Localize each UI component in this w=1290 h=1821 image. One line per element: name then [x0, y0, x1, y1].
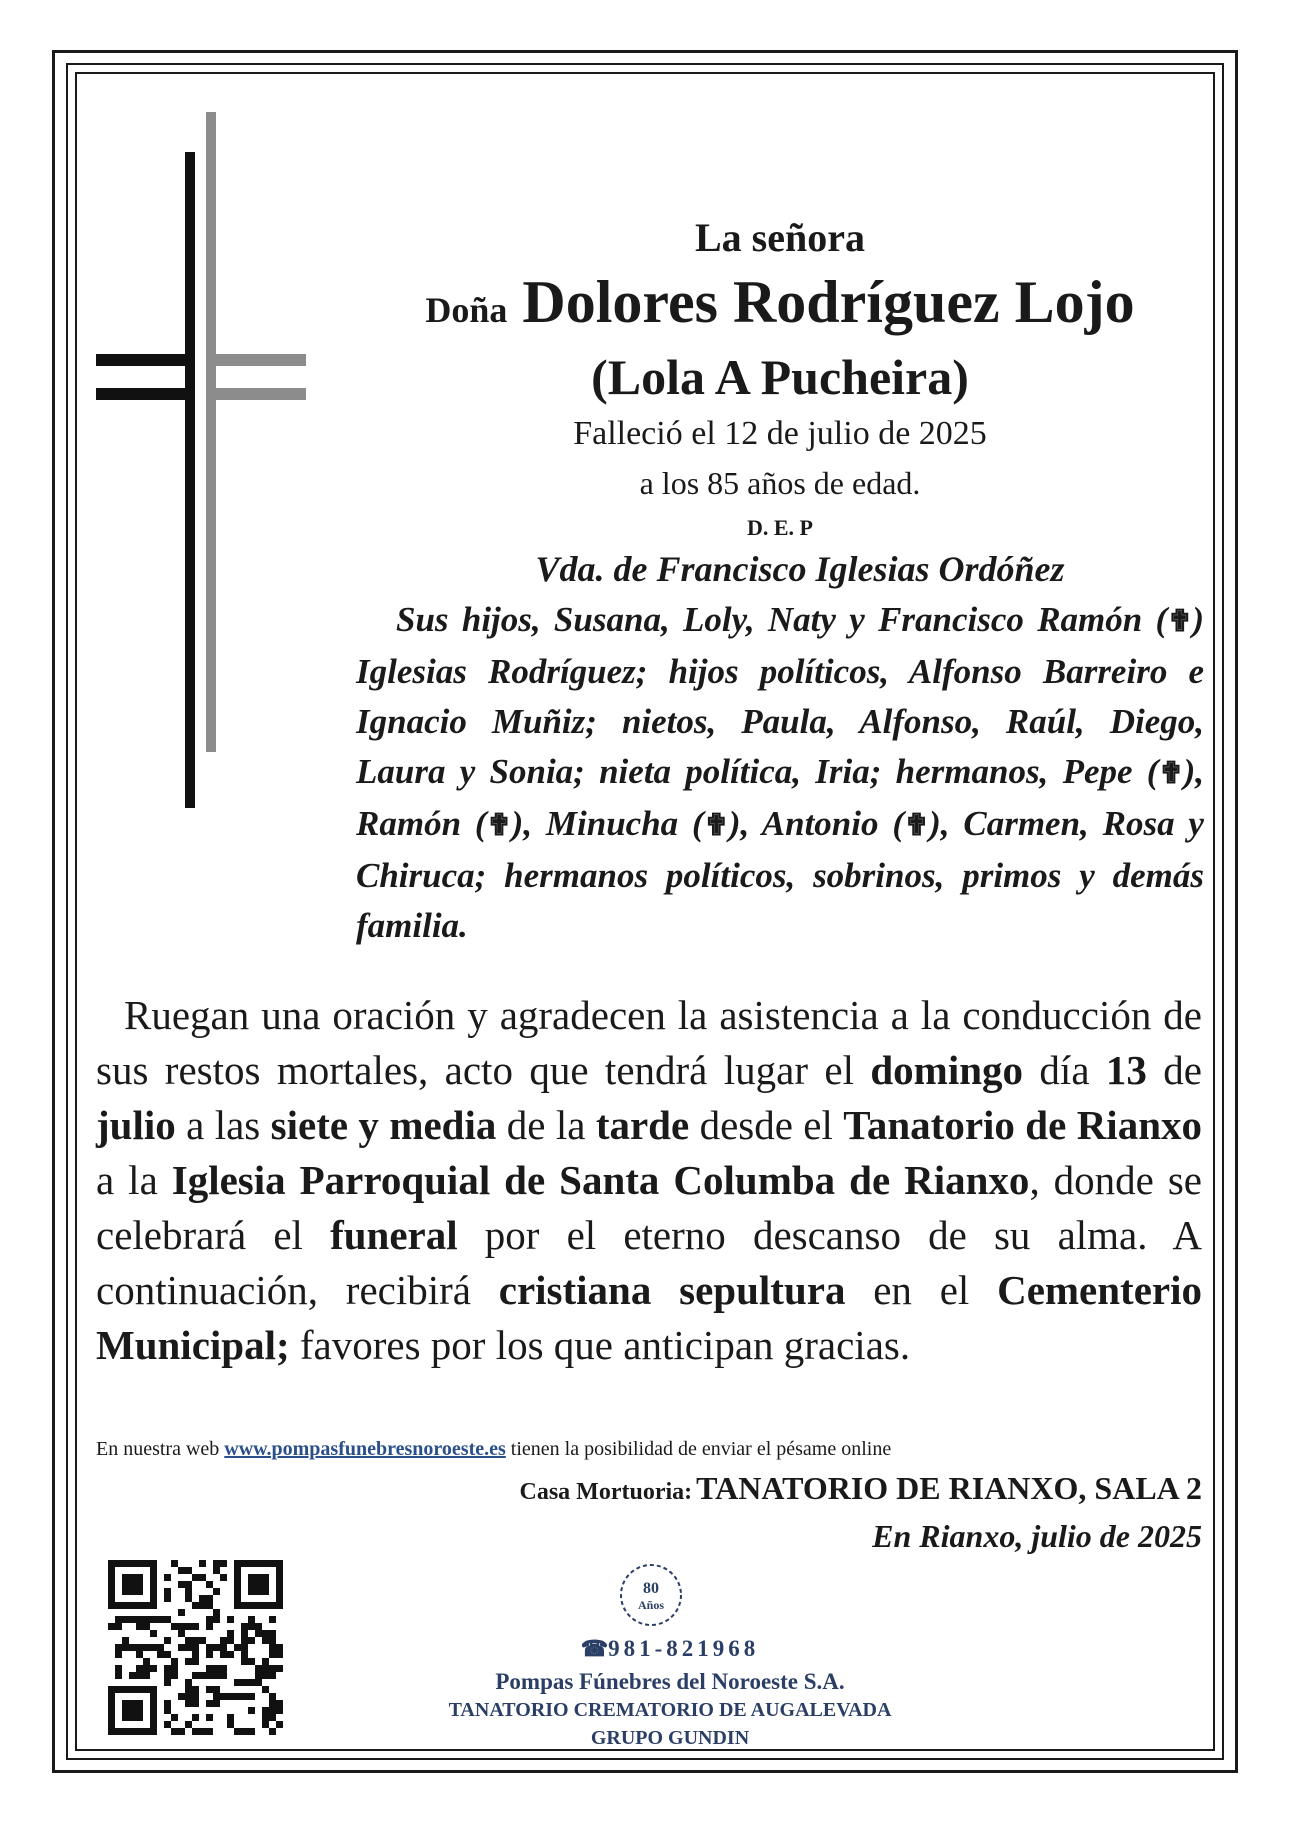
- request-bold: Iglesia Parroquial de Santa Columba de Rianxo: [171, 1157, 1030, 1203]
- badge-word: Años: [637, 1598, 665, 1612]
- group-name: GRUPO GUNDIN: [590, 1727, 750, 1749]
- request-text: día: [1023, 1047, 1106, 1093]
- request-text: desde el: [689, 1102, 844, 1148]
- request-text: por el eterno descanso de su alma. A continuación, recibirá: [96, 1212, 1202, 1313]
- request-paragraph: [96, 988, 1202, 1373]
- request-bold: julio: [96, 1102, 176, 1148]
- request-bold: tarde: [595, 1102, 690, 1148]
- request-text: favores por los que anticipan gracias.: [289, 1322, 911, 1368]
- web-text: tienen la posibilidad de enviar el pésame online: [505, 1438, 892, 1460]
- cross-small-icon: ✟: [703, 809, 729, 842]
- request-bold: cristiana sepultura: [498, 1267, 846, 1313]
- cross-small-icon: ✟: [1167, 605, 1193, 638]
- request-bold: siete y media: [270, 1102, 497, 1148]
- name-main: Dolores Rodríguez Lojo: [522, 269, 1135, 335]
- phone-number[interactable]: 981-821968: [608, 1636, 760, 1661]
- place-date: En Rianxo, julio de 2025: [872, 1518, 1202, 1554]
- crematorium-name: TANATORIO CREMATORIO DE AUGALEVADA: [448, 1699, 892, 1721]
- family-text: ), Carmen, Rosa y Chiruca; hermanos políticos, sobrinos, primos y demás familia.: [356, 804, 1204, 945]
- request-bold: 13: [1105, 1047, 1147, 1093]
- funeral-home-line: [96, 1470, 1202, 1507]
- cross-small-icon: ✟: [1158, 757, 1184, 790]
- family-text: ), Antonio (: [728, 804, 904, 843]
- name-prefix: Doña: [425, 290, 508, 330]
- request-bold: Tanatorio de Rianxo: [843, 1102, 1202, 1148]
- request-bold: funeral: [330, 1212, 458, 1258]
- cross-small-icon: ✟: [486, 809, 512, 842]
- qr-code[interactable]: [108, 1560, 284, 1736]
- web-line: [96, 1438, 891, 1461]
- family-text: ), Minucha (: [511, 804, 704, 843]
- age-text: a los 85 años de edad.: [639, 465, 921, 501]
- phone-icon: ☎: [580, 1636, 609, 1661]
- deceased-alias: (Lola A Pucheira): [591, 349, 969, 405]
- request-bold: Cementerio Municipal;: [96, 1267, 1202, 1368]
- website-link[interactable]: www.pompasfunebresnoroeste.es: [224, 1438, 506, 1460]
- funeral-home-value: TANATORIO DE RIANXO, SALA 2: [696, 1470, 1202, 1506]
- rip-text: D. E. P: [747, 515, 813, 540]
- family-text: ), Ramón (: [356, 752, 1204, 843]
- request-text: a la: [96, 1157, 172, 1203]
- intro-text: La señora: [695, 215, 865, 260]
- widow-of: Vda. de Francisco Iglesias Ordóñez: [535, 549, 1065, 589]
- anniversary-badge-icon: [611, 1559, 691, 1631]
- cross-small-icon: ✟: [903, 809, 930, 842]
- request-text: Ruegan una oración y agradecen la asistencia a la conducción de sus restos mortales, acto que tendrá lugar el: [96, 992, 1202, 1093]
- cross-icon: [96, 112, 306, 812]
- family-text: Sus hijos, Susana, Loly, Naty y Francisco Ramón (: [396, 600, 1168, 639]
- request-text: de la: [496, 1102, 596, 1148]
- request-text: a las: [175, 1102, 271, 1148]
- badge-number: 80: [643, 1580, 659, 1597]
- family-paragraph: [356, 595, 1204, 951]
- deceased-name: [330, 268, 1230, 337]
- death-date: Falleció el 12 de julio de 2025: [573, 415, 987, 452]
- phone-line: [400, 1636, 940, 1662]
- family-text: ) Iglesias Rodríguez; hijos políticos, Alfonso Barreiro e Ignacio Muñiz; nietos, Paula, Alfonso, Raúl, Diego, Laura y Sonia; nieta política, Iria; hermanos, Pepe (: [356, 600, 1204, 791]
- web-text: En nuestra web: [96, 1438, 225, 1460]
- funeral-home-label: Casa Mortuoria:: [519, 1479, 693, 1505]
- company-name: Pompas Fúnebres del Noroeste S.A.: [495, 1669, 845, 1694]
- request-text: de: [1146, 1047, 1202, 1093]
- request-bold: domingo: [870, 1047, 1024, 1093]
- request-text: , donde se celebrará el: [96, 1157, 1202, 1258]
- request-text: en el: [845, 1267, 998, 1313]
